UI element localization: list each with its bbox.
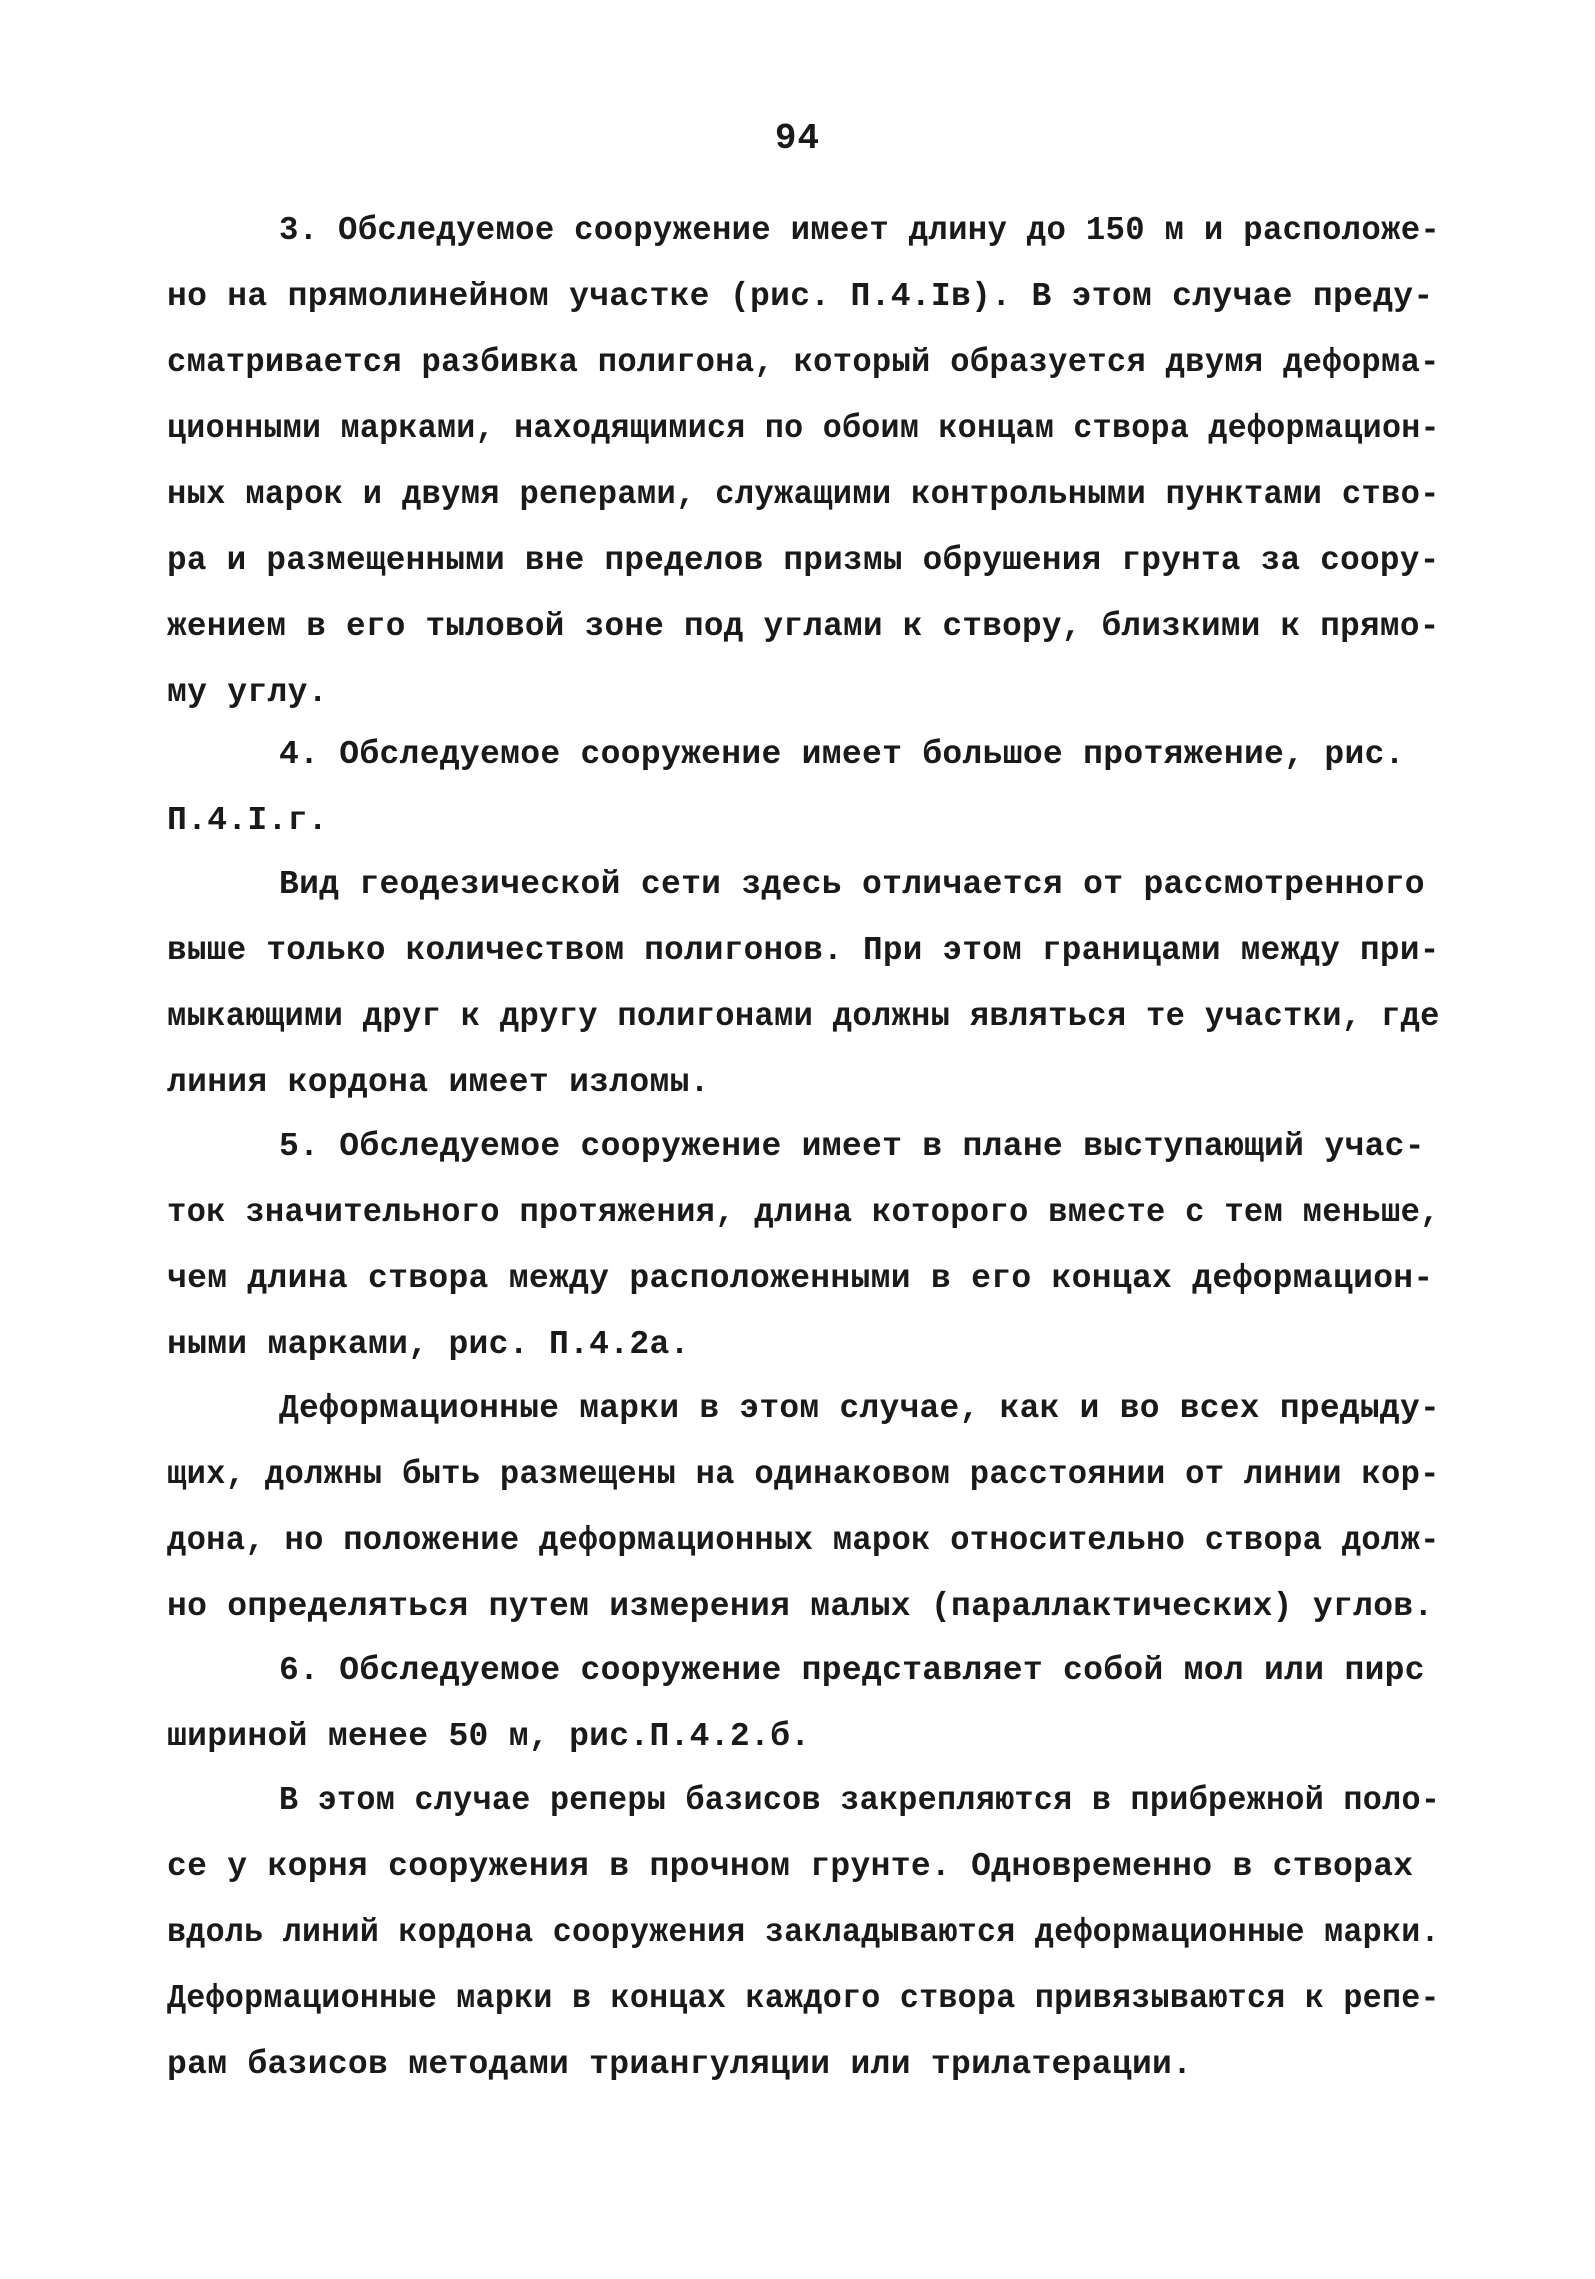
text-line-26: се у корня сооружения в прочном грунте. Одновременно в створах <box>167 1848 1414 1885</box>
text-line-11: Вид геодезической сети здесь отличается от рассмотренного <box>279 866 1425 903</box>
text-line-24: шириной менее 50 м, рис.П.4.2.б. <box>167 1718 811 1755</box>
text-line-7: жением в его тыловой зоне под углами к створу, близкими к прямо- <box>167 608 1440 645</box>
text-line-14: линия кордона имеет изломы. <box>167 1064 710 1101</box>
text-line-27: вдоль линий кордона сооружения закладываются деформационные марки. <box>167 1914 1440 1951</box>
text-line-28: Деформационные марки в концах каждого створа привязываются к репе- <box>167 1980 1440 2017</box>
text-line-19: Деформационные марки в этом случае, как и во всех предыду- <box>279 1390 1440 1427</box>
text-line-25: В этом случае реперы базисов закрепляются в прибрежной поло- <box>279 1782 1441 1819</box>
text-line-18: ными марками, рис. П.4.2а. <box>167 1326 690 1363</box>
text-line-4: ционными марками, находящимися по обоим концам створа деформацион- <box>167 410 1440 447</box>
text-line-23: 6. Обследуемое сооружение представляет собой мол или пирс <box>279 1652 1425 1689</box>
text-line-20: щих, должны быть размещены на одинаковом расстоянии от линии кор- <box>167 1456 1440 1493</box>
page-number: 94 <box>774 118 821 159</box>
text-line-12: выше только количеством полигонов. При этом границами между при- <box>167 932 1440 969</box>
text-line-17: чем длина створа между расположенными в его концах деформацион- <box>167 1260 1434 1297</box>
text-line-6: ра и размещенными вне пределов призмы обрушения грунта за соору- <box>167 542 1440 579</box>
text-line-2: но на прямолинейном участке (рис. П.4.Iв). В этом случае преду- <box>167 278 1434 315</box>
text-line-10: П.4.I.г. <box>167 802 328 839</box>
text-line-9: 4. Обследуемое сооружение имеет большое протяжение, рис. <box>279 736 1405 773</box>
text-line-3: сматривается разбивка полигона, который образуется двумя деформа- <box>167 344 1440 381</box>
text-line-21: дона, но положение деформационных марок относительно створа долж- <box>167 1522 1440 1559</box>
text-line-15: 5. Обследуемое сооружение имеет в плане выступающий учас- <box>279 1128 1425 1165</box>
text-line-22: но определяться путем измерения малых (параллактических) углов. <box>167 1588 1434 1625</box>
text-line-16: ток значительного протяжения, длина которого вместе с тем меньше, <box>167 1194 1440 1231</box>
text-line-13: мыкающими друг к другу полигонами должны являться те участки, где <box>167 998 1440 1035</box>
text-line-29: рам базисов методами триангуляции или трилатерации. <box>167 2046 1193 2083</box>
text-line-5: ных марок и двумя реперами, служащими контрольными пунктами ство- <box>167 476 1440 513</box>
text-line-1: 3. Обследуемое сооружение имеет длину до 150 м и расположе- <box>279 212 1441 249</box>
text-line-8: му углу. <box>167 674 328 711</box>
